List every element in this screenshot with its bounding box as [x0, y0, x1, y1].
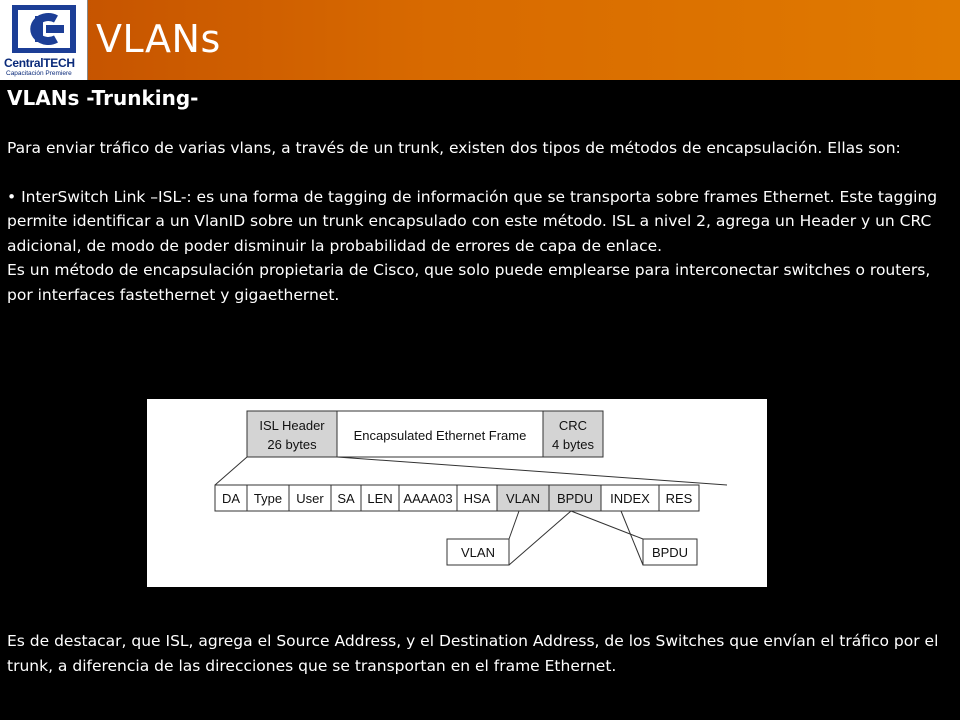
slide-body — [7, 82, 955, 307]
field-label-aaaa03: AAAA03 — [403, 491, 453, 506]
field-label-len: LEN — [367, 491, 393, 506]
title-bar — [0, 0, 960, 80]
crc-size: 4 bytes — [552, 437, 594, 452]
isl-diagram-svg — [147, 399, 767, 587]
logo-tagline: Capacitación Premiere — [6, 70, 72, 77]
crc-label: CRC — [558, 418, 588, 433]
vlan-detail-label: VLAN — [461, 545, 495, 560]
slide-title: VLANs — [96, 17, 221, 61]
field-label-res: RES — [665, 491, 693, 506]
expand-line-left — [215, 457, 247, 485]
vlan-line-left — [509, 511, 519, 539]
logo-brand: CentralTECH — [4, 56, 75, 70]
field-label-index: INDEX — [610, 491, 650, 506]
centraltech-logo — [0, 0, 88, 80]
isl-header-size: 26 bytes — [267, 437, 317, 452]
field-label-hsa: HSA — [463, 491, 491, 506]
field-label-vlan: VLAN — [506, 491, 540, 506]
isl-header-label: ISL Header — [259, 418, 325, 433]
logo-emblem-icon — [6, 3, 82, 55]
field-label-da: DA — [221, 491, 241, 506]
field-label-bpdu: BPDU — [556, 491, 594, 506]
bpdu-detail-label: BPDU — [651, 545, 689, 560]
bpdu-line-left — [571, 511, 643, 539]
intro-paragraph: Para enviar tráfico de varias vlans, a través de un trunk, existen dos tipos de métodos de encapsulación. Ellas son: — [7, 139, 901, 157]
isl-field-row — [215, 485, 699, 511]
encapsulated-frame-label: Encapsulated Ethernet Frame — [353, 428, 527, 443]
closing-paragraph: Es de destacar, que ISL, agrega el Source Address, y el Destination Address, de los Switches que envían el tráfico por el trunk, a diferencia de las direcciones que se transportan en el frame Ethernet. — [7, 632, 939, 675]
isl-bullet-continued: Es un método de encapsulación propietaria de Cisco, que solo puede emplearse para interconectar switches o routers, por interfaces fastethernet y gigaethernet. — [7, 261, 931, 304]
isl-frame-diagram — [147, 399, 767, 587]
vlan-line-right — [509, 511, 571, 565]
field-label-type: Type — [253, 491, 283, 506]
field-label-user: User — [296, 491, 324, 506]
expand-line-right — [337, 457, 727, 485]
subtitle: VLANs -Trunking- — [7, 86, 199, 110]
isl-bullet: • InterSwitch Link –ISL-: es una forma de tagging de información que se transporta sobre frames Ethernet. Este tagging permite identificar a un VlanID sobre un trunk encapsulado con este método. ISL a nivel 2, agrega un Header y un CRC adicional, de modo de poder disminuir la probabilidad de errores de capa de enlace. — [7, 187, 938, 255]
field-label-sa: SA — [337, 491, 355, 506]
